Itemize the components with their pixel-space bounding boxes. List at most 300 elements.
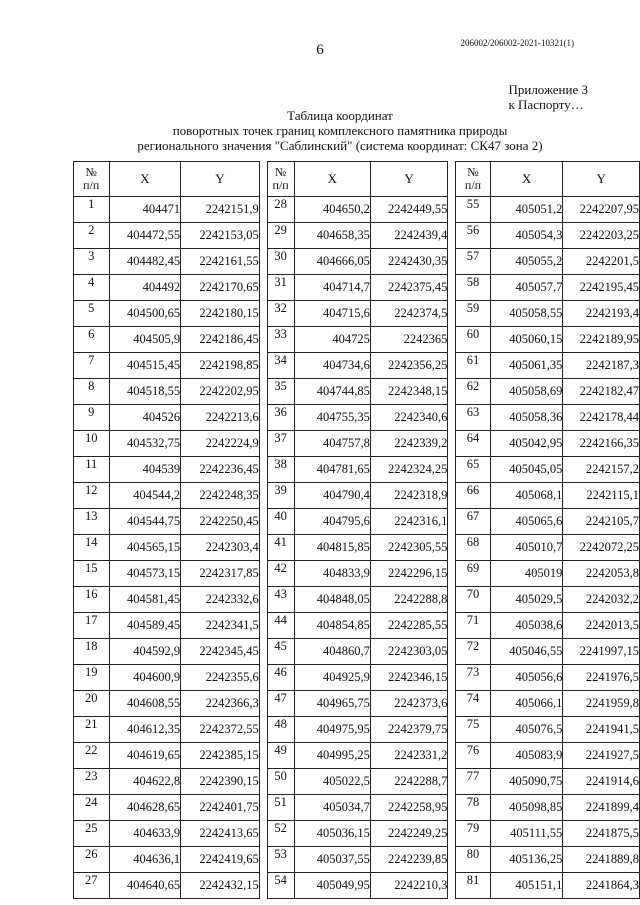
table-row (267, 483, 448, 509)
table-row (267, 457, 448, 483)
x-header: X (109, 162, 181, 197)
x-coordinate-cell: 404795,6 (294, 509, 370, 535)
table-row (456, 821, 640, 847)
header-row (74, 162, 260, 197)
x-coordinate-cell: 405111,55 (490, 821, 563, 847)
x-coordinate-cell: 405136,25 (490, 847, 563, 873)
y-coordinate-cell: 2242032,2 (563, 587, 640, 613)
point-number-cell: 48 (267, 717, 294, 743)
y-coordinate-cell: 2242296,15 (370, 561, 448, 587)
point-number-cell: 22 (74, 743, 110, 769)
point-number-cell: 69 (456, 561, 491, 587)
point-number-cell: 27 (74, 873, 110, 899)
table-row (267, 249, 448, 275)
table-row (74, 509, 260, 535)
point-number-cell: 51 (267, 795, 294, 821)
point-number-cell: 6 (74, 327, 110, 353)
x-coordinate-cell: 404755,35 (294, 405, 370, 431)
point-number-cell: 30 (267, 249, 294, 275)
table-row (456, 483, 640, 509)
y-coordinate-cell: 2242316,1 (370, 509, 448, 535)
y-coordinate-cell: 2242178,44 (563, 405, 640, 431)
y-header: Y (563, 162, 640, 197)
coordinate-table (73, 161, 260, 899)
y-coordinate-cell: 2242224,9 (181, 431, 260, 457)
x-coordinate-cell: 404965,75 (294, 691, 370, 717)
x-coordinate-cell: 404658,35 (294, 223, 370, 249)
x-coordinate-cell: 404471 (109, 197, 181, 223)
table-row (74, 483, 260, 509)
number-header (456, 162, 491, 197)
point-number-cell: 62 (456, 379, 491, 405)
y-coordinate-cell: 2242366,3 (181, 691, 260, 717)
y-coordinate-cell: 2242401,75 (181, 795, 260, 821)
x-coordinate-cell: 405049,95 (294, 873, 370, 899)
x-coordinate-cell: 404815,85 (294, 535, 370, 561)
point-number-cell: 76 (456, 743, 491, 769)
y-coordinate-cell: 2242331,2 (370, 743, 448, 769)
y-coordinate-cell: 2242072,25 (563, 535, 640, 561)
table-row (74, 561, 260, 587)
table-row (267, 353, 448, 379)
table-title (60, 108, 620, 153)
point-number-cell: 80 (456, 847, 491, 873)
point-number-cell: 36 (267, 405, 294, 431)
annex-line-1: Приложение 3 (508, 82, 588, 97)
number-header (74, 162, 110, 197)
y-coordinate-cell: 2242303,05 (370, 639, 448, 665)
y-coordinate-cell: 2242379,75 (370, 717, 448, 743)
table-row (456, 535, 640, 561)
point-number-cell: 16 (74, 587, 110, 613)
x-coordinate-cell: 404636,1 (109, 847, 181, 873)
point-number-cell: 9 (74, 405, 110, 431)
point-number-cell: 24 (74, 795, 110, 821)
point-number-cell: 42 (267, 561, 294, 587)
y-header: Y (370, 162, 448, 197)
y-coordinate-cell: 2242195,45 (563, 275, 640, 301)
point-number-cell: 39 (267, 483, 294, 509)
table-row (74, 665, 260, 691)
x-coordinate-cell: 404860,7 (294, 639, 370, 665)
point-number-cell: 50 (267, 769, 294, 795)
point-number-cell: 21 (74, 717, 110, 743)
point-number-cell: 77 (456, 769, 491, 795)
y-coordinate-cell: 2242258,95 (370, 795, 448, 821)
y-coordinate-cell: 2242390,15 (181, 769, 260, 795)
y-coordinate-cell: 2242288,8 (370, 587, 448, 613)
x-coordinate-cell: 404628,65 (109, 795, 181, 821)
table-row (267, 561, 448, 587)
y-coordinate-cell: 2242189,95 (563, 327, 640, 353)
y-coordinate-cell: 2242202,95 (181, 379, 260, 405)
point-number-cell: 57 (456, 249, 491, 275)
y-coordinate-cell: 2242303,4 (181, 535, 260, 561)
x-coordinate-cell: 404925,9 (294, 665, 370, 691)
point-number-cell: 43 (267, 587, 294, 613)
y-coordinate-cell: 2241976,5 (563, 665, 640, 691)
point-number-cell: 37 (267, 431, 294, 457)
point-number-cell: 41 (267, 535, 294, 561)
table-row (267, 717, 448, 743)
point-number-cell: 35 (267, 379, 294, 405)
table-row (74, 743, 260, 769)
x-coordinate-cell: 405051,2 (490, 197, 563, 223)
y-coordinate-cell: 2241997,15 (563, 639, 640, 665)
point-number-cell: 31 (267, 275, 294, 301)
table-row (456, 327, 640, 353)
y-coordinate-cell: 2242374,5 (370, 301, 448, 327)
y-coordinate-cell: 2242210,3 (370, 873, 448, 899)
table-row (456, 847, 640, 873)
x-coordinate-cell: 405055,2 (490, 249, 563, 275)
table-row (74, 327, 260, 353)
table-row (74, 457, 260, 483)
table-row (456, 613, 640, 639)
point-number-cell: 29 (267, 223, 294, 249)
table-row (267, 691, 448, 717)
y-coordinate-cell: 2242317,85 (181, 561, 260, 587)
y-coordinate-cell: 2242187,3 (563, 353, 640, 379)
table-row (74, 769, 260, 795)
point-number-cell: 8 (74, 379, 110, 405)
x-coordinate-cell: 404666,05 (294, 249, 370, 275)
x-coordinate-cell: 404518,55 (109, 379, 181, 405)
table-row (267, 743, 448, 769)
x-coordinate-cell: 405151,1 (490, 873, 563, 899)
point-number-cell: 34 (267, 353, 294, 379)
annex-line-2: к Паспорту… (508, 97, 584, 112)
x-coordinate-cell: 404619,65 (109, 743, 181, 769)
title-line-3: регионального значения "Саблинский" (система координат: СК47 зона 2) (137, 138, 543, 153)
point-number-cell: 52 (267, 821, 294, 847)
point-number-cell: 5 (74, 301, 110, 327)
table-row (456, 717, 640, 743)
y-coordinate-cell: 2242318,9 (370, 483, 448, 509)
table-row (267, 587, 448, 613)
point-number-cell: 64 (456, 431, 491, 457)
x-coordinate-cell: 405010,7 (490, 535, 563, 561)
y-coordinate-cell: 2241959,8 (563, 691, 640, 717)
table-row (267, 223, 448, 249)
x-coordinate-cell: 405037,55 (294, 847, 370, 873)
table-row (267, 613, 448, 639)
x-coordinate-cell: 405057,7 (490, 275, 563, 301)
table-row (74, 613, 260, 639)
x-coordinate-cell: 405056,6 (490, 665, 563, 691)
point-number-cell: 55 (456, 197, 491, 223)
x-coordinate-cell: 404608,55 (109, 691, 181, 717)
number-header-line-2: п/п (272, 178, 289, 192)
point-number-cell: 28 (267, 197, 294, 223)
x-coordinate-cell: 404581,45 (109, 587, 181, 613)
table-row (267, 873, 448, 899)
y-coordinate-cell: 2241899,4 (563, 795, 640, 821)
table-row (456, 249, 640, 275)
x-coordinate-cell: 405098,85 (490, 795, 563, 821)
x-coordinate-cell: 404995,25 (294, 743, 370, 769)
header-row (456, 162, 640, 197)
point-number-cell: 23 (74, 769, 110, 795)
y-coordinate-cell: 2242356,25 (370, 353, 448, 379)
table-row (456, 769, 640, 795)
table-row (456, 431, 640, 457)
point-number-cell: 17 (74, 613, 110, 639)
point-number-cell: 20 (74, 691, 110, 717)
y-coordinate-cell: 2242305,55 (370, 535, 448, 561)
table-row (456, 379, 640, 405)
table-row (74, 639, 260, 665)
point-number-cell: 47 (267, 691, 294, 717)
y-coordinate-cell: 2242207,95 (563, 197, 640, 223)
coordinate-table (455, 161, 640, 899)
point-number-cell: 15 (74, 561, 110, 587)
x-coordinate-cell: 404492 (109, 275, 181, 301)
y-coordinate-cell: 2242013,5 (563, 613, 640, 639)
y-coordinate-cell: 2241914,6 (563, 769, 640, 795)
table-row (267, 665, 448, 691)
x-coordinate-cell: 404589,45 (109, 613, 181, 639)
y-coordinate-cell: 2242105,7 (563, 509, 640, 535)
title-line-1: Таблица координат (287, 108, 393, 123)
number-header-line-2: п/п (83, 178, 100, 192)
x-coordinate-cell: 405046,55 (490, 639, 563, 665)
x-coordinate-cell: 405019 (490, 561, 563, 587)
table-row (74, 197, 260, 223)
x-coordinate-cell: 404526 (109, 405, 181, 431)
table-row (456, 691, 640, 717)
point-number-cell: 40 (267, 509, 294, 535)
y-coordinate-cell: 2241864,3 (563, 873, 640, 899)
point-number-cell: 19 (74, 665, 110, 691)
x-coordinate-cell: 404515,45 (109, 353, 181, 379)
x-coordinate-cell: 405068,1 (490, 483, 563, 509)
point-number-cell: 46 (267, 665, 294, 691)
table-row (456, 275, 640, 301)
x-coordinate-cell: 404734,6 (294, 353, 370, 379)
point-number-cell: 44 (267, 613, 294, 639)
point-number-cell: 45 (267, 639, 294, 665)
y-coordinate-cell: 2242373,6 (370, 691, 448, 717)
x-coordinate-cell: 404633,9 (109, 821, 181, 847)
x-coordinate-cell: 404565,15 (109, 535, 181, 561)
x-coordinate-cell: 405058,36 (490, 405, 563, 431)
table-row (456, 509, 640, 535)
point-number-cell: 2 (74, 223, 110, 249)
y-coordinate-cell: 2242249,25 (370, 821, 448, 847)
y-coordinate-cell: 2242157,2 (563, 457, 640, 483)
table-row (456, 587, 640, 613)
point-number-cell: 81 (456, 873, 491, 899)
table-row (456, 743, 640, 769)
table-row (74, 873, 260, 899)
x-coordinate-cell: 404725 (294, 327, 370, 353)
x-coordinate-cell: 404600,9 (109, 665, 181, 691)
y-coordinate-cell: 2242153,05 (181, 223, 260, 249)
point-number-cell: 65 (456, 457, 491, 483)
x-coordinate-cell: 404781,65 (294, 457, 370, 483)
table-row (267, 535, 448, 561)
header-row (267, 162, 448, 197)
x-coordinate-cell: 404544,2 (109, 483, 181, 509)
x-coordinate-cell: 405058,69 (490, 379, 563, 405)
x-coordinate-cell: 404714,7 (294, 275, 370, 301)
table-row (74, 535, 260, 561)
y-coordinate-cell: 2242341,5 (181, 613, 260, 639)
x-coordinate-cell: 404715,6 (294, 301, 370, 327)
y-coordinate-cell: 2242285,55 (370, 613, 448, 639)
table-row (74, 275, 260, 301)
point-number-cell: 73 (456, 665, 491, 691)
x-coordinate-cell: 404539 (109, 457, 181, 483)
y-coordinate-cell: 2242348,15 (370, 379, 448, 405)
x-coordinate-cell: 405058,55 (490, 301, 563, 327)
point-number-cell: 49 (267, 743, 294, 769)
x-coordinate-cell: 404744,85 (294, 379, 370, 405)
x-coordinate-cell: 404833,9 (294, 561, 370, 587)
table-row (74, 847, 260, 873)
point-number-cell: 60 (456, 327, 491, 353)
page-number: 6 (316, 42, 324, 58)
table-row (456, 197, 640, 223)
y-coordinate-cell: 2242419,65 (181, 847, 260, 873)
table-row (456, 457, 640, 483)
point-number-cell: 70 (456, 587, 491, 613)
table-row (456, 223, 640, 249)
number-header-line-1: № (85, 165, 97, 179)
point-number-cell: 11 (74, 457, 110, 483)
point-number-cell: 4 (74, 275, 110, 301)
table-row (456, 795, 640, 821)
point-number-cell: 3 (74, 249, 110, 275)
y-coordinate-cell: 2242182,47 (563, 379, 640, 405)
table-row (74, 717, 260, 743)
point-number-cell: 54 (267, 873, 294, 899)
point-number-cell: 1 (74, 197, 110, 223)
title-line-2: поворотных точек границ комплексного памятника природы (172, 123, 508, 138)
x-coordinate-cell: 404640,65 (109, 873, 181, 899)
point-number-cell: 58 (456, 275, 491, 301)
y-coordinate-cell: 2241875,5 (563, 821, 640, 847)
table-row (267, 639, 448, 665)
y-coordinate-cell: 2242201,5 (563, 249, 640, 275)
y-coordinate-cell: 2242372,55 (181, 717, 260, 743)
table-row (456, 639, 640, 665)
x-coordinate-cell: 405022,5 (294, 769, 370, 795)
point-number-cell: 25 (74, 821, 110, 847)
x-coordinate-cell: 404544,75 (109, 509, 181, 535)
x-coordinate-cell: 405090,75 (490, 769, 563, 795)
point-number-cell: 56 (456, 223, 491, 249)
x-coordinate-cell: 405083,9 (490, 743, 563, 769)
x-coordinate-cell: 405034,7 (294, 795, 370, 821)
table-row (74, 223, 260, 249)
point-number-cell: 10 (74, 431, 110, 457)
table-row (267, 431, 448, 457)
point-number-cell: 12 (74, 483, 110, 509)
point-number-cell: 26 (74, 847, 110, 873)
x-header: X (490, 162, 563, 197)
table-row (267, 405, 448, 431)
point-number-cell: 38 (267, 457, 294, 483)
y-coordinate-cell: 2241941,5 (563, 717, 640, 743)
y-coordinate-cell: 2241889,8 (563, 847, 640, 873)
y-coordinate-cell: 2242193,4 (563, 301, 640, 327)
x-coordinate-cell: 404622,8 (109, 769, 181, 795)
y-header: Y (181, 162, 260, 197)
x-coordinate-cell: 404757,8 (294, 431, 370, 457)
table-row (456, 561, 640, 587)
y-coordinate-cell: 2242340,6 (370, 405, 448, 431)
point-number-cell: 72 (456, 639, 491, 665)
table-row (74, 379, 260, 405)
point-number-cell: 7 (74, 353, 110, 379)
x-coordinate-cell: 404612,35 (109, 717, 181, 743)
table-row (456, 405, 640, 431)
y-coordinate-cell: 2242250,45 (181, 509, 260, 535)
y-coordinate-cell: 2242332,6 (181, 587, 260, 613)
point-number-cell: 13 (74, 509, 110, 535)
point-number-cell: 68 (456, 535, 491, 561)
y-coordinate-cell: 2242324,25 (370, 457, 448, 483)
x-coordinate-cell: 405076,5 (490, 717, 563, 743)
table-row (74, 795, 260, 821)
x-coordinate-cell: 404975,95 (294, 717, 370, 743)
y-coordinate-cell: 2242345,45 (181, 639, 260, 665)
x-coordinate-cell: 405054,3 (490, 223, 563, 249)
point-number-cell: 79 (456, 821, 491, 847)
point-number-cell: 53 (267, 847, 294, 873)
table-row (74, 301, 260, 327)
y-coordinate-cell: 2242203,25 (563, 223, 640, 249)
y-coordinate-cell: 2242180,15 (181, 301, 260, 327)
y-coordinate-cell: 2242365 (370, 327, 448, 353)
point-number-cell: 14 (74, 535, 110, 561)
x-coordinate-cell: 404500,65 (109, 301, 181, 327)
x-coordinate-cell: 404573,15 (109, 561, 181, 587)
y-coordinate-cell: 2242151,9 (181, 197, 260, 223)
point-number-cell: 32 (267, 301, 294, 327)
x-coordinate-cell: 404650,2 (294, 197, 370, 223)
y-coordinate-cell: 2242198,85 (181, 353, 260, 379)
y-coordinate-cell: 2242385,15 (181, 743, 260, 769)
coordinate-tables (73, 161, 640, 899)
x-header: X (294, 162, 370, 197)
y-coordinate-cell: 2242449,55 (370, 197, 448, 223)
table-row (267, 327, 448, 353)
document-code: 206002/206002-2021-10321(1) (460, 38, 574, 48)
y-coordinate-cell: 2242239,85 (370, 847, 448, 873)
x-coordinate-cell: 405066,1 (490, 691, 563, 717)
table-row (267, 197, 448, 223)
x-coordinate-cell: 404848,05 (294, 587, 370, 613)
table-row (267, 795, 448, 821)
x-coordinate-cell: 405061,35 (490, 353, 563, 379)
x-coordinate-cell: 404482,45 (109, 249, 181, 275)
y-coordinate-cell: 2242115,1 (563, 483, 640, 509)
x-coordinate-cell: 405060,15 (490, 327, 563, 353)
y-coordinate-cell: 2242413,65 (181, 821, 260, 847)
table-row (456, 873, 640, 899)
x-coordinate-cell: 404790,4 (294, 483, 370, 509)
x-coordinate-cell: 404472,55 (109, 223, 181, 249)
x-coordinate-cell: 404532,75 (109, 431, 181, 457)
coordinate-table (267, 161, 449, 899)
number-header-line-2: п/п (464, 178, 482, 192)
x-coordinate-cell: 405045,05 (490, 457, 563, 483)
x-coordinate-cell: 404592,9 (109, 639, 181, 665)
y-coordinate-cell: 2242375,45 (370, 275, 448, 301)
